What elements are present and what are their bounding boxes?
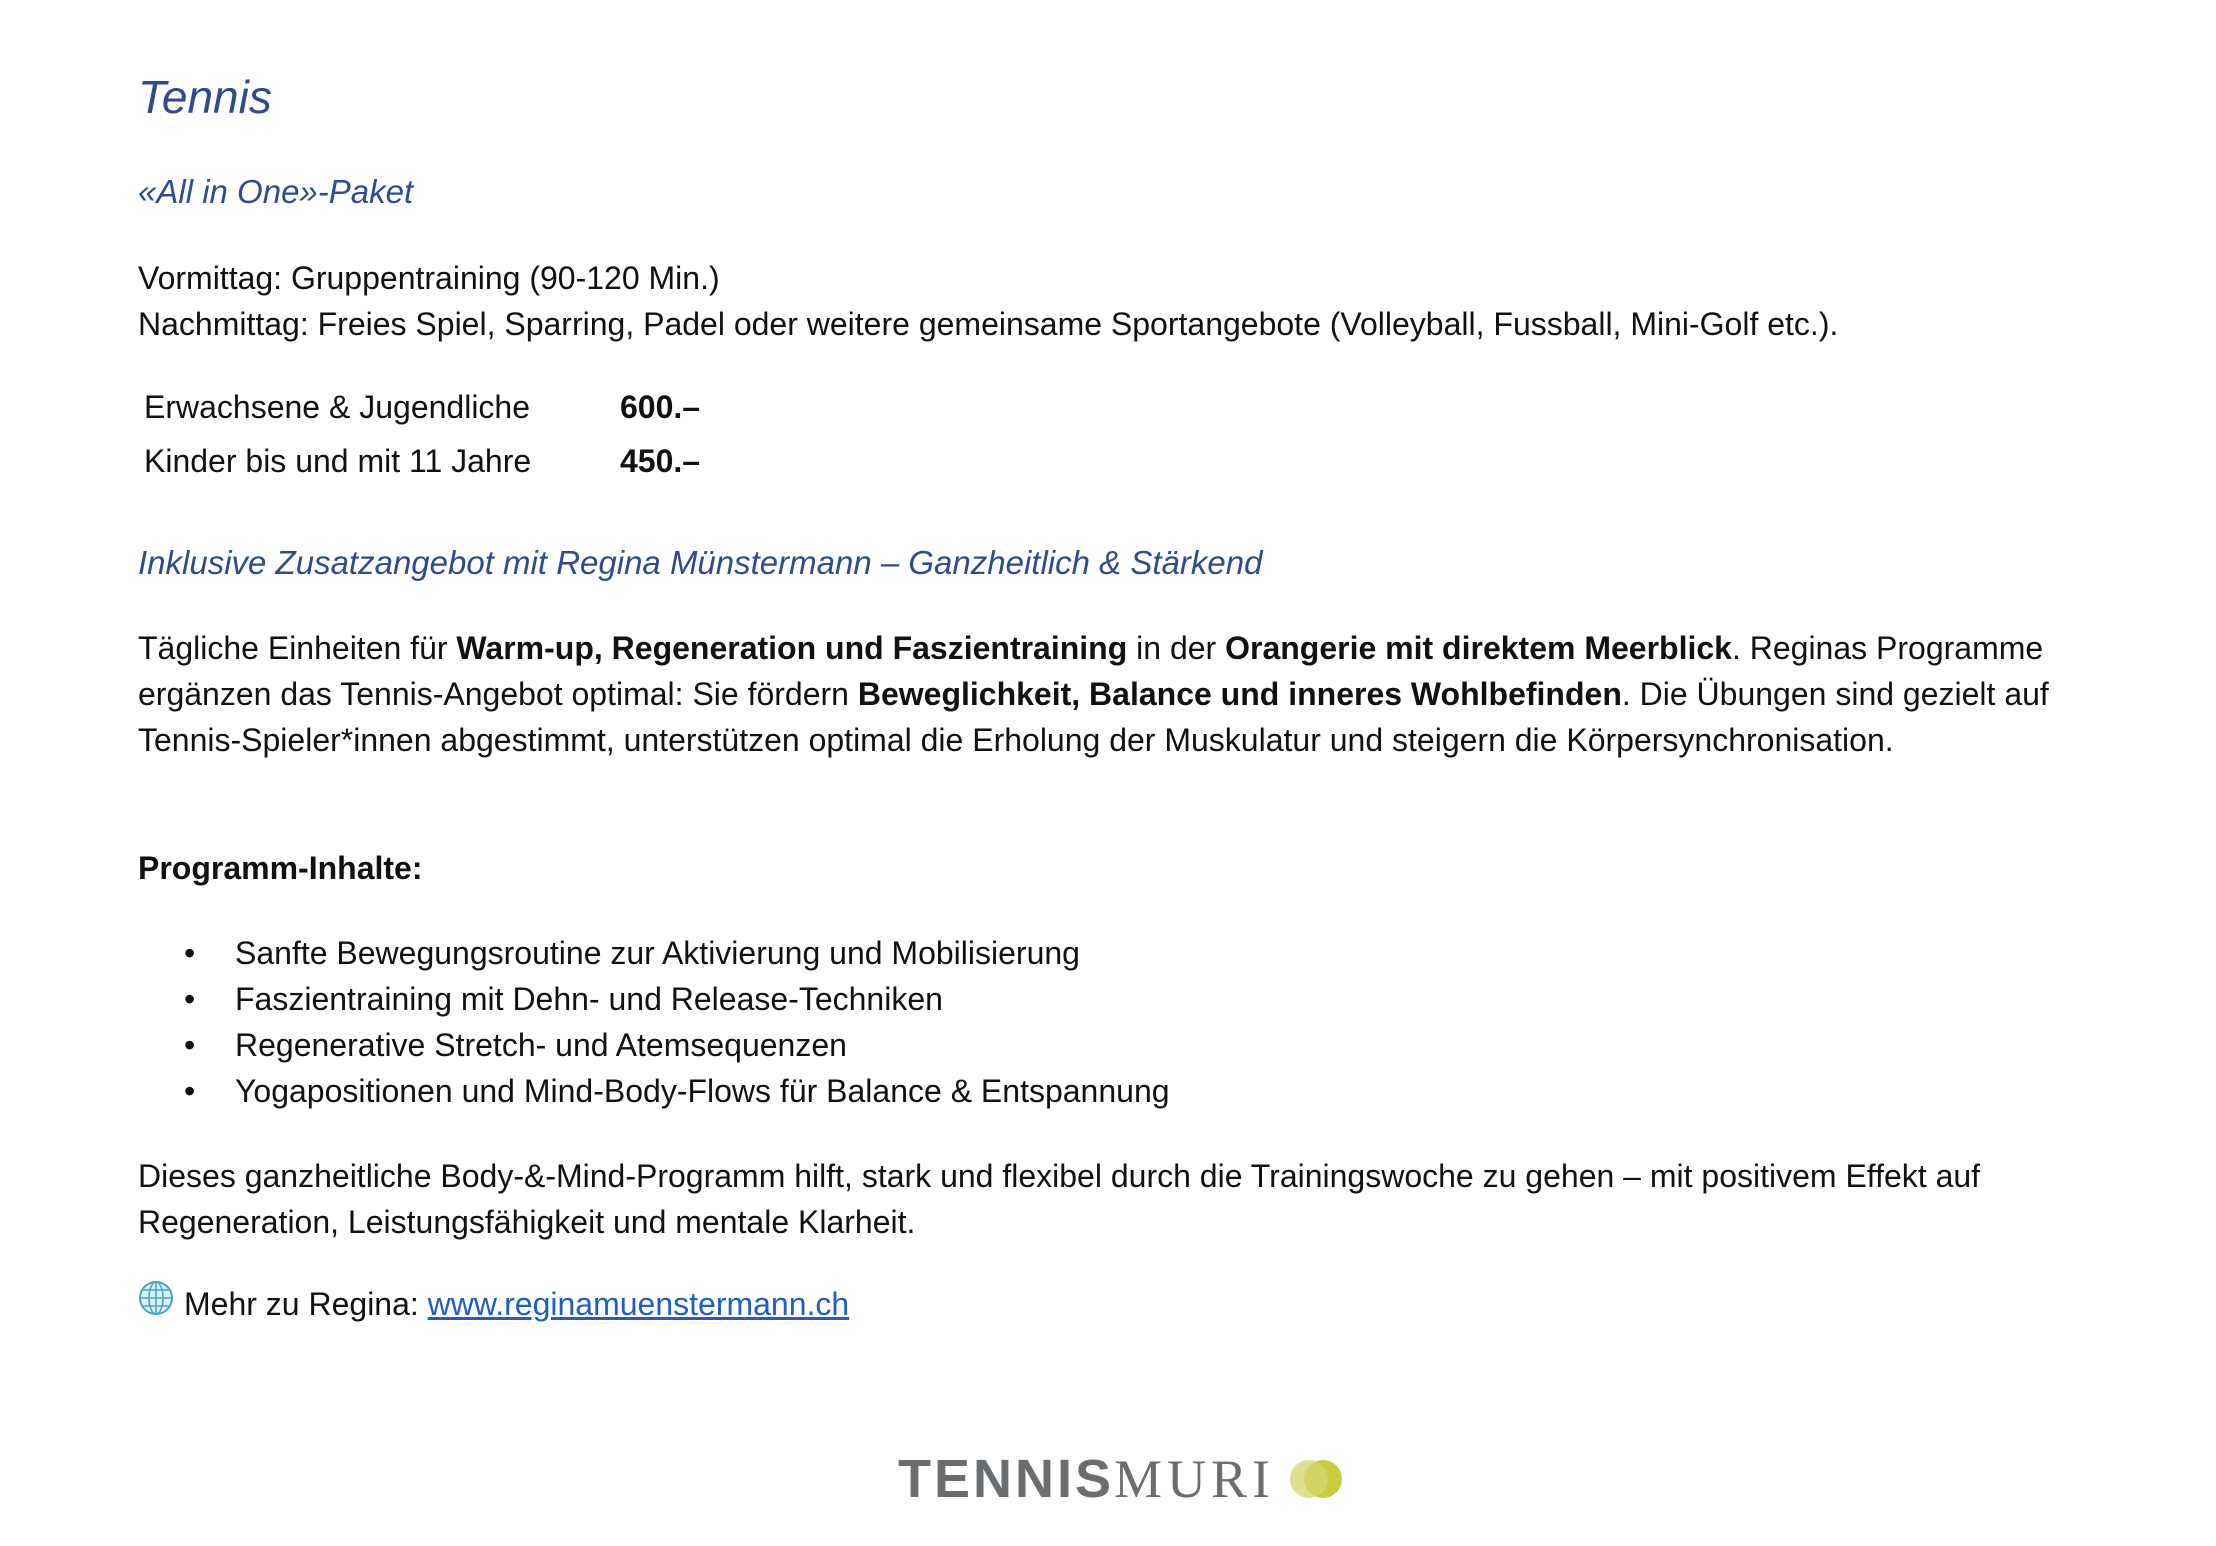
extra-offer-description — [138, 625, 2098, 763]
desc-text: . Reginas Programme ergänzen das Tennis-Angebot optimal: Sie fördern — [138, 630, 2044, 712]
extra-offer-heading: Inklusive Zusatzangebot mit Regina Münstermann – Ganzheitlich & Stärkend — [138, 544, 1263, 581]
logo-text-tennis: TENNIS — [898, 1449, 1115, 1509]
outro-paragraph: Dieses ganzheitliche Body-&-Mind-Programm hilft, stark und flexibel durch die Trainingswoche zu gehen – mit positivem Effekt auf Regeneration, Leistungsfähigkeit und mentale Klarheit. — [138, 1158, 1981, 1240]
more-info-label: Mehr zu Regina: — [184, 1286, 419, 1322]
list-item — [138, 930, 1170, 976]
website-link[interactable]: www.reginamuenstermann.ch — [427, 1286, 850, 1322]
program-heading: Programm-Inhalte: — [138, 850, 423, 886]
bullet-icon: • — [184, 935, 196, 971]
desc-text: . Die Übungen sind gezielt auf Tennis-Spieler*innen abgestimmt, unterstützen optimal die Erholung der Muskulatur und steigern die Körpersynchronisation. — [138, 676, 2049, 758]
list-item-text: Yogapositionen und Mind-Body-Flows für Balance & Entspannung — [235, 1073, 1170, 1109]
list-item-text: Regenerative Stretch- und Atemsequenzen — [235, 1027, 847, 1063]
tennismuri-logo — [898, 1448, 1347, 1510]
desc-text: in der — [1127, 630, 1226, 666]
desc-bold: Orangerie mit direktem Meerblick — [1225, 630, 1732, 666]
program-list — [138, 930, 1170, 1114]
page-title: Tennis — [138, 71, 272, 123]
price-label: Erwachsene & Jugendliche — [144, 389, 531, 425]
schedule-afternoon: Nachmittag: Freies Spiel, Sparring, Padel oder weitere gemeinsame Sportangebote (Volleyball, Fussball, Mini-Golf etc.). — [138, 306, 1839, 342]
list-item — [138, 1022, 1170, 1068]
price-label: Kinder bis und mit 11 Jahre — [144, 443, 532, 479]
more-info-line — [138, 1281, 849, 1327]
globe-icon — [138, 1280, 174, 1316]
desc-bold: Warm-up, Regeneration und Faszientraining — [456, 630, 1128, 666]
desc-text: Tägliche Einheiten für — [138, 630, 457, 666]
list-item — [138, 1068, 1170, 1114]
list-item-text: Faszientraining mit Dehn- und Release-Techniken — [235, 981, 943, 1017]
logo-text-muri: MURI — [1114, 1449, 1276, 1509]
bullet-icon: • — [184, 981, 196, 1017]
list-item — [138, 976, 1170, 1022]
schedule-block — [138, 255, 1838, 347]
price-table — [144, 380, 700, 488]
bullet-icon: • — [184, 1073, 196, 1109]
desc-bold: Beweglichkeit, Balance und inneres Wohlbefinden — [857, 676, 1622, 712]
package-heading: «All in One»-Paket — [138, 173, 414, 210]
tennis-ball-mark-icon — [1287, 1458, 1347, 1500]
bullet-icon: • — [184, 1027, 196, 1063]
price-value: 450.– — [620, 443, 701, 479]
price-row — [144, 380, 700, 434]
schedule-morning: Vormittag: Gruppentraining (90-120 Min.) — [138, 260, 720, 296]
price-row — [144, 434, 700, 488]
price-value: 600.– — [620, 389, 701, 425]
list-item-text: Sanfte Bewegungsroutine zur Aktivierung und Mobilisierung — [235, 935, 1080, 971]
